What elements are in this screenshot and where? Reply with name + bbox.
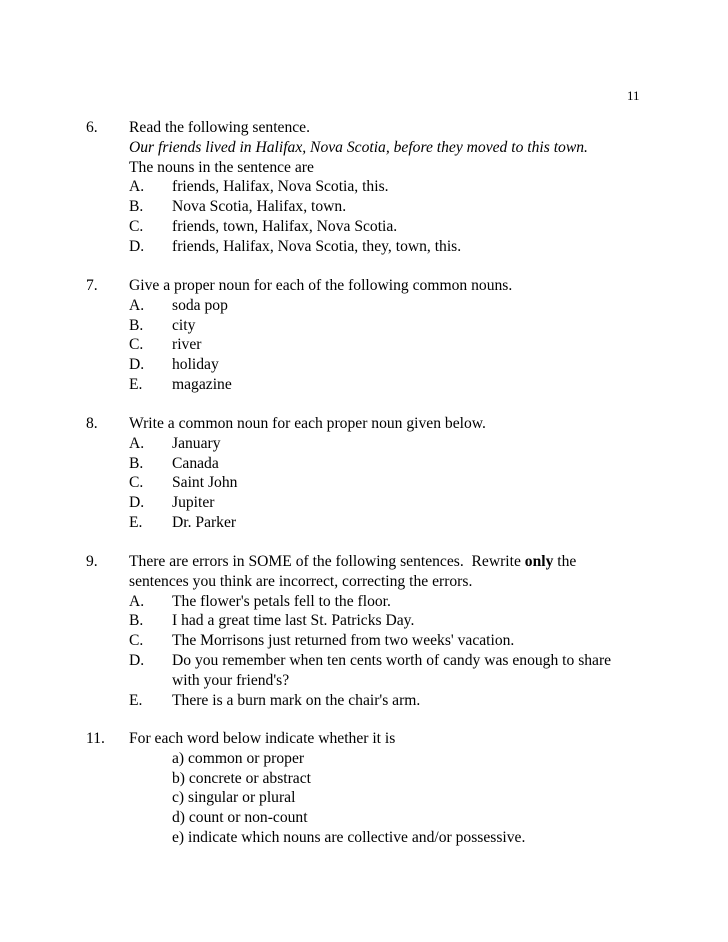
option-text: Canada — [172, 454, 219, 472]
option-d — [129, 651, 689, 671]
option-d — [129, 237, 689, 257]
question-body — [129, 276, 689, 395]
sub-item: e) indicate which nouns are collective and/or possessive. — [172, 828, 526, 846]
question-number: 6. — [86, 119, 98, 136]
option-letter: C. — [129, 336, 144, 354]
option-text: Do you remember when ten cents worth of candy was enough to share — [172, 651, 612, 669]
option-text: Nova Scotia, Halifax, town. — [172, 198, 347, 216]
option-c — [129, 473, 689, 493]
question-prompt: Read the following sentence. — [129, 119, 311, 136]
option-d — [129, 355, 689, 375]
question-number: 9. — [86, 553, 98, 570]
option-a — [129, 592, 689, 612]
option-b — [129, 316, 689, 336]
option-letter: A. — [129, 178, 145, 196]
option-letter: E. — [129, 691, 143, 709]
option-e — [129, 375, 689, 395]
option-d — [129, 493, 689, 513]
option-text: The flower's petals fell to the floor. — [172, 592, 391, 610]
example-sentence: Our friends lived in Halifax, Nova Scotia, before they moved to this town. — [129, 138, 588, 156]
question-prompt — [129, 552, 689, 572]
prompt-text: There are errors in SOME of the following sentences. Rewrite — [129, 553, 525, 570]
option-text: I had a great time last St. Patricks Day. — [172, 612, 415, 630]
prompt-emphasis: only — [524, 553, 554, 570]
option-a — [129, 177, 689, 197]
option-text: friends, Halifax, Nova Scotia, they, town, this. — [172, 237, 462, 255]
question-number: 7. — [86, 277, 98, 294]
option-c — [129, 217, 689, 237]
option-letter: D. — [129, 356, 145, 374]
option-text: Jupiter — [172, 494, 215, 512]
question-body — [129, 552, 689, 710]
option-text: holiday — [172, 356, 219, 374]
option-b — [129, 611, 689, 631]
question-prompt: For each word below indicate whether it is — [129, 730, 396, 747]
option-letter: D. — [129, 237, 145, 255]
option-b — [129, 454, 689, 474]
option-letter: A. — [129, 592, 145, 610]
option-text: friends, town, Halifax, Nova Scotia. — [172, 217, 398, 235]
option-text: There is a burn mark on the chair's arm. — [172, 691, 421, 709]
question-number: 8. — [86, 415, 98, 432]
question-lead: The nouns in the sentence are — [129, 158, 314, 176]
option-text: magazine — [172, 375, 232, 393]
option-letter: D. — [129, 651, 145, 669]
option-e — [129, 513, 689, 533]
question-body — [129, 729, 689, 848]
option-text: January — [172, 434, 221, 452]
question-body — [129, 414, 689, 533]
page-number: 11 — [627, 88, 640, 103]
sub-item: d) count or non-count — [172, 809, 308, 827]
option-letter: A. — [129, 296, 145, 314]
option-text: river — [172, 336, 202, 354]
option-letter: E. — [129, 513, 143, 531]
option-letter: E. — [129, 375, 143, 393]
question-prompt-continued: sentences you think are incorrect, correcting the errors. — [129, 572, 473, 590]
option-c — [129, 631, 689, 651]
prompt-text: the — [553, 553, 577, 570]
question-prompt: Give a proper noun for each of the following common nouns. — [129, 277, 513, 294]
option-letter: C. — [129, 217, 144, 235]
option-letter: B. — [129, 316, 144, 334]
option-letter: D. — [129, 494, 145, 512]
option-letter: C. — [129, 474, 144, 492]
option-text: The Morrisons just returned from two weeks' vacation. — [172, 632, 515, 650]
sub-item: a) common or proper — [172, 749, 305, 767]
option-text: soda pop — [172, 296, 228, 314]
sub-item: c) singular or plural — [172, 789, 296, 807]
sub-item: b) concrete or abstract — [172, 769, 311, 787]
option-text: Saint John — [172, 474, 238, 492]
option-a — [129, 434, 689, 454]
question-prompt: Write a common noun for each proper noun given below. — [129, 415, 486, 432]
question-body — [129, 118, 689, 257]
option-d-continued: with your friend's? — [172, 671, 290, 689]
option-letter: B. — [129, 612, 144, 630]
option-text: Dr. Parker — [172, 513, 237, 531]
option-text: friends, Halifax, Nova Scotia, this. — [172, 178, 389, 196]
question-number: 11. — [86, 730, 105, 747]
option-b — [129, 197, 689, 217]
option-letter: C. — [129, 632, 144, 650]
option-a — [129, 296, 689, 316]
option-c — [129, 335, 689, 355]
option-letter: B. — [129, 198, 144, 216]
option-letter: A. — [129, 434, 145, 452]
option-text: city — [172, 316, 196, 334]
option-letter: B. — [129, 454, 144, 472]
option-e — [129, 691, 689, 711]
